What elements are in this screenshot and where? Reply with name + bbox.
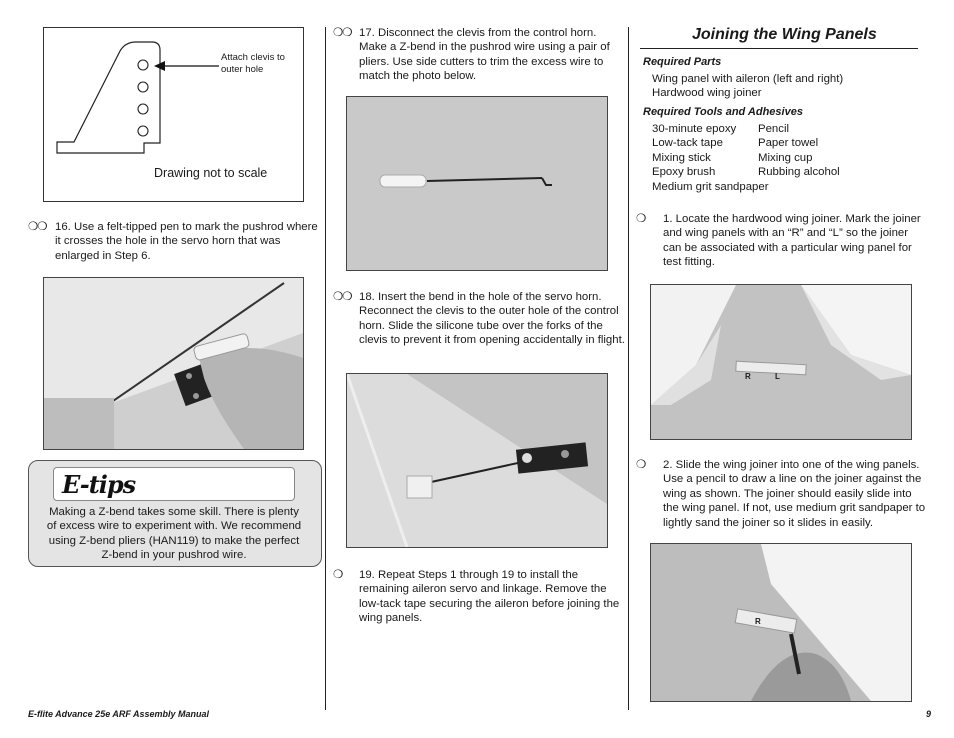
- photo-joiner-in-wing-image: [651, 544, 911, 701]
- list-item: Mixing stick: [652, 151, 711, 164]
- column-divider: [325, 27, 326, 710]
- photo-joiner-in-wing: [650, 543, 912, 702]
- tools-list-left: [652, 122, 769, 194]
- footer-manual-title: E-flite Advance 25e ARF Assembly Manual: [28, 709, 210, 719]
- required-parts-list: [652, 72, 843, 101]
- photo-mark-pushrod-image: [44, 278, 303, 449]
- tools-list-right: [758, 122, 840, 180]
- list-item: Hardwood wing joiner: [652, 87, 762, 100]
- list-item: Wing panel with aileron (left and right): [652, 73, 844, 85]
- etips-box: [28, 460, 322, 567]
- list-item: Mixing cup: [758, 151, 813, 164]
- wing-step-1: [636, 212, 928, 270]
- wing-step-2-text: 2. Slide the wing joiner into one of the wing panels. Use a pencil to draw a line on the joiner against the wing as shown. The joiner should easily slide into the wing panel. If not, use medium grit sandpaper to lightly sand the joiner so it slides in easily.: [663, 459, 926, 529]
- list-item: Low-tack tape: [652, 137, 723, 150]
- required-parts-heading: Required Parts: [643, 56, 722, 68]
- list-item: 30-minute epoxy: [652, 123, 737, 135]
- drawing-callout: Attach clevis to outer hole: [221, 52, 285, 75]
- etips-banner: [53, 467, 295, 501]
- checkbox-icon[interactable]: ❍❍: [333, 291, 352, 303]
- page-number: 9: [926, 709, 932, 719]
- photo-mark-pushrod: [43, 277, 304, 450]
- step-18-text: 18. Insert the bend in the hole of the servo horn. Reconnect the clevis to the outer hole of the control horn. Slide the silicone tube over the forks of the clevis to prevent it from opening accidentally in flight.: [359, 291, 625, 347]
- drawing-caption: Drawing not to scale: [154, 166, 268, 180]
- photo-z-bend-image: [347, 97, 607, 270]
- checkbox-icon[interactable]: ❍: [636, 213, 646, 225]
- list-item: Pencil: [758, 123, 790, 135]
- list-item: Rubbing alcohol: [758, 166, 840, 179]
- wing-step-1-text: 1. Locate the hardwood wing joiner. Mark the joiner and wing panels with an “R” and “L” so the joiner can be associated with a particular wing panel for test fitting.: [663, 213, 921, 269]
- photo-wing-joiner-marked-image: [651, 285, 911, 439]
- step-18: [333, 290, 625, 348]
- control-horn-drawing: [43, 27, 304, 202]
- list-item: Epoxy brush: [652, 166, 716, 179]
- step-17: [333, 26, 625, 84]
- title-underline: [640, 48, 918, 49]
- column-divider: [628, 27, 629, 710]
- step-19: [333, 568, 625, 626]
- checkbox-icon[interactable]: ❍: [636, 459, 646, 471]
- wing-step-2: [636, 458, 928, 530]
- step-17-text: 17. Disconnect the clevis from the control horn. Make a Z-bend in the pushrod wire using a pair of pliers. Use side cutters to trim the excess wire to match the photo below.: [359, 27, 610, 83]
- photo-clevis-installed: [346, 373, 608, 548]
- joiner-label-r: R: [745, 372, 751, 381]
- list-item: Medium grit sandpaper: [652, 180, 769, 193]
- step-19-text: 19. Repeat Steps 1 through 19 to install the remaining aileron servo and linkage. Remove the low-tack tape securing the aileron before joining the wing panels.: [359, 569, 620, 625]
- etips-logo: E-tips: [62, 470, 136, 499]
- step-16: [28, 220, 318, 263]
- checkbox-icon[interactable]: ❍❍: [333, 27, 352, 39]
- photo-wing-joiner-marked: [650, 284, 912, 440]
- checkbox-icon[interactable]: ❍❍: [28, 221, 47, 233]
- joiner-label-r: R: [755, 617, 761, 626]
- photo-z-bend: [346, 96, 608, 271]
- joiner-label-l: L: [775, 372, 780, 381]
- list-item: Paper towel: [758, 137, 819, 150]
- photo-clevis-installed-image: [347, 374, 607, 547]
- section-title: Joining the Wing Panels: [692, 26, 877, 43]
- step-16-text: 16. Use a felt-tipped pen to mark the pushrod where it crosses the hole in the servo horn that was enlarged in Step 6.: [55, 221, 318, 262]
- tools-heading: Required Tools and Adhesives: [643, 106, 803, 118]
- checkbox-icon[interactable]: ❍: [333, 569, 343, 581]
- etips-text: Making a Z-bend takes some skill. There is plenty of excess wire to experiment with. We recommend using Z-bend pliers (HAN119) to make the perfect Z-bend in your pushrod wire.: [46, 506, 302, 562]
